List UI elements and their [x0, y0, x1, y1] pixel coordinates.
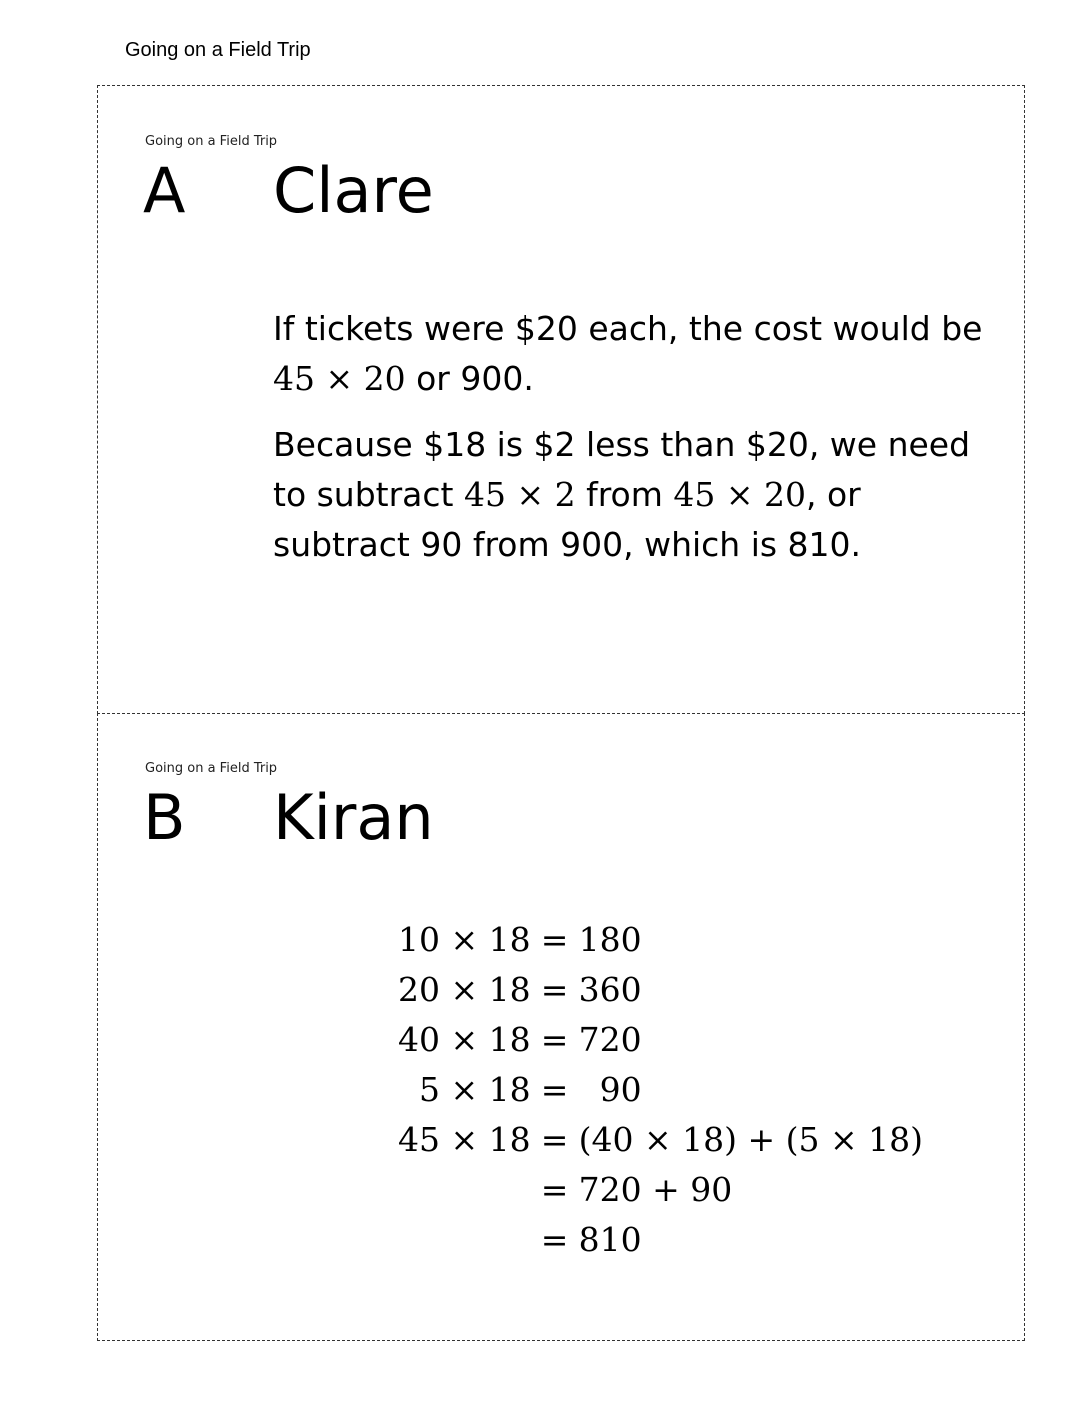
math-expression: 45 × 2	[463, 475, 576, 514]
calculation-lhs: 5 × 18	[419, 1070, 531, 1109]
calculation-eq: =	[540, 920, 569, 959]
calculation-lhs	[398, 1165, 531, 1215]
text-segment: Because $18 is $2 less than $20, we need to subtract	[273, 425, 971, 514]
calculation-eq: =	[540, 1220, 569, 1259]
calculation-eq: =	[540, 1070, 569, 1109]
card-label: Going on a Field Trip	[145, 134, 278, 149]
text-segment: If tickets were $20 each, the cost would be	[273, 309, 983, 348]
paragraph-1	[273, 304, 993, 404]
calculation-rhs: 180	[578, 920, 642, 959]
text-segment: or 900.	[405, 359, 534, 398]
calculation-row	[398, 1065, 923, 1115]
calculation-rhs: 720	[578, 1020, 642, 1059]
calculation-lhs: 10 × 18	[398, 920, 531, 959]
card-b	[97, 713, 1025, 1341]
calculation-row	[398, 1115, 923, 1165]
calculation-eq: =	[540, 1020, 569, 1059]
calculation-lhs: 45 × 18	[398, 1120, 531, 1159]
calculation-row	[398, 965, 923, 1015]
calculation-rhs: 810	[578, 1220, 642, 1259]
math-expression: 45 × 20	[273, 359, 406, 398]
card-label: Going on a Field Trip	[145, 761, 278, 776]
page-header: Going on a Field Trip	[125, 39, 311, 61]
card-a	[97, 85, 1025, 714]
math-expression: 45 × 20	[673, 475, 807, 514]
calculation-row	[398, 1015, 923, 1065]
calculation-row	[398, 915, 923, 965]
calculation-rhs: (40 × 18) + (5 × 18)	[578, 1120, 923, 1159]
calculation-lhs: 40 × 18	[398, 1020, 531, 1059]
calculation-row	[398, 1215, 923, 1265]
card-letter: B	[143, 781, 186, 854]
calculation-eq: =	[540, 1170, 569, 1209]
calculation-row	[398, 1165, 923, 1215]
card-name: Kiran	[273, 781, 434, 854]
calculation-rhs: 90	[578, 1070, 642, 1109]
paragraph-2	[273, 420, 993, 570]
calculation-rhs: 720 + 90	[578, 1170, 733, 1209]
calculation-eq: =	[540, 1120, 569, 1159]
card-name: Clare	[273, 154, 434, 227]
calculation-eq: =	[540, 970, 569, 1009]
calculation-table	[398, 915, 923, 1265]
calculation-lhs	[398, 1215, 531, 1265]
text-segment: from	[575, 475, 674, 514]
calculation-lhs: 20 × 18	[398, 970, 531, 1009]
card-a-explanation	[273, 304, 993, 586]
calculation-rhs: 360	[578, 970, 642, 1009]
text-segment: , or subtract 90 from 900, which is 810.	[273, 475, 862, 564]
card-letter: A	[143, 154, 186, 227]
